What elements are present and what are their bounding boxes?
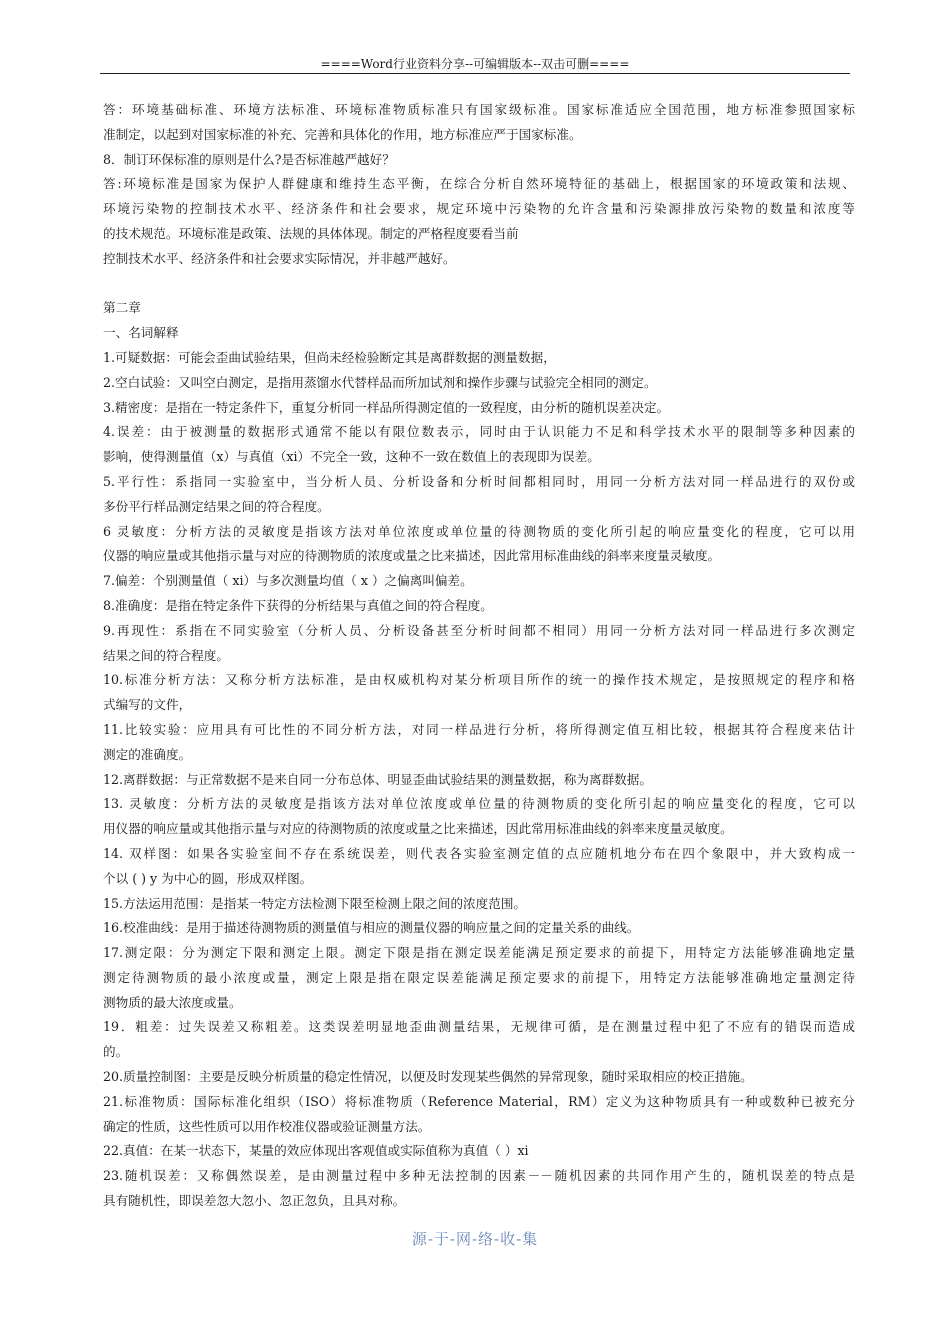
text-line: 13. 灵敏度：分析方法的灵敏度是指该方法对单位浓度或单位量的待测物质的变化所引起的响应量变化的程度，它可以	[103, 796, 855, 812]
text-line: 11.比较实验：应用具有可比性的不同分析方法，对同一样品进行分析，将所得测定值互相比较，根据其符合程度来估计	[103, 721, 855, 737]
text-line: 多份平行样品测定结果之间的符合程度。	[103, 498, 330, 514]
text-line: 9.再现性：系指在不同实验室（分析人员、分析设备甚至分析时间都不相同）用同一分析方法对同一样品进行多次测定	[103, 622, 855, 638]
text-line: 控制技术水平、经济条件和社会要求实际情况，并非越严越好。	[103, 250, 456, 266]
header-divider	[100, 73, 850, 74]
text-line: 准制定，以起到对国家标准的补充、完善和具体化的作用，地方标准应严于国家标准。	[103, 126, 582, 142]
text-line: 的。	[103, 1044, 129, 1060]
text-line: 7.偏差：个别测量值（ xi）与多次测量均值（ x ）之偏离叫偏差。	[103, 573, 473, 589]
text-line: 6 灵敏度：分析方法的灵敏度是指该方法对单位浓度或单位量的待测物质的变化所引起的响应量变化的程度，它可以用	[103, 523, 855, 539]
text-line: 1.可疑数据：可能会歪曲试验结果，但尚未经检验断定其是离群数据的测量数据，	[103, 349, 556, 365]
text-line: 的技术规范。环境标准是政策、法规的具体体现。制定的严格程度要看当前	[103, 225, 519, 241]
text-line: 第二章	[103, 300, 141, 316]
text-line: 5.平行性：系指同一实验室中，当分析人员、分析设备和分析时间都相同时，用同一分析方法对同一样品进行的双份或	[103, 473, 855, 489]
text-line: 测物质的最大浓度或量。	[103, 994, 242, 1010]
page-header: ====Word行业资料分享--可编辑版本--双击可删====	[320, 57, 630, 71]
text-line: 测定待测物质的最小浓度或量，测定上限是指在限定误差能满足预定要求的前提下，用特定方法能够准确地定量测定待	[103, 969, 855, 985]
text-line: 影响，使得测量值（x）与真值（xi）不完全一致，这种不一致在数值上的表现即为误差。	[103, 449, 600, 465]
text-line: 一、名词解释	[103, 325, 179, 341]
text-line: 17.测定限：分为测定下限和测定上限。测定下限是指在测定误差能满足预定要求的前提下，用特定方法能够准确地定量	[103, 945, 855, 961]
text-line: 8.准确度：是指在特定条件下获得的分析结果与真值之间的符合程度。	[103, 597, 493, 613]
text-line: 个以 ( ) y 为中心的圆，形成双样图。	[103, 870, 313, 886]
text-line: 20.质量控制图：主要是反映分析质量的稳定性情况，以便及时发现某些偶然的异常现象，随时采取相应的校正措施。	[103, 1069, 753, 1085]
text-line: 15.方法运用范围：是指某一特定方法检测下限至检测上限之间的浓度范围。	[103, 895, 527, 911]
text-line: 用仪器的响应量或其他指示量与对应的待测物质的浓度或量之比来描述，因此常用标准曲线的斜率来度量灵敏度。	[103, 821, 733, 837]
text-line: 21.标准物质：国际标准化组织（ISO）将标准物质（Reference Material，RM）定义为这种物质具有一种或数种已被充分	[103, 1093, 855, 1109]
text-line: 测定的准确度。	[103, 746, 192, 762]
text-line: 确定的性质，这些性质可以用作校准仪器或验证测量方法。	[103, 1118, 431, 1134]
text-line: 14. 双样图：如果各实验室间不存在系统误差，则代表各实验室测定值的点应随机地分布在四个象限中，并大致构成一	[103, 845, 855, 861]
document-body	[103, 98, 855, 1214]
text-line: 12.离群数据：与正常数据不是来自同一分布总体、明显歪曲试验结果的测量数据，称为离群数据。	[103, 771, 652, 787]
text-line: 2.空白试验：又叫空白测定，是指用蒸馏水代替样品而所加试剂和操作步骤与试验完全相同的测定。	[103, 374, 657, 390]
text-line: 23.随机误差：又称偶然误差，是由测量过程中多种无法控制的因素－－随机因素的共同作用产生的，随机误差的特点是	[103, 1168, 855, 1184]
text-line: 答:环境标准是国家为保护人群健康和维持生态平衡，在综合分析自然环境特征的基础上，根据国家的环境政策和法规、	[103, 176, 855, 192]
text-line: 8．制订环保标准的原则是什么?是否标准越严越好？	[103, 151, 395, 167]
text-line: 10.标准分析方法：又称分析方法标准，是由权威机构对某分析项目所作的统一的操作技术规定，是按照规定的程序和格	[103, 672, 855, 688]
text-line: 4.误差：由于被测量的数据形式通常不能以有限位数表示，同时由于认识能力不足和科学技术水平的限制等多种因素的	[103, 424, 855, 440]
text-line: 16.校准曲线：是用于描述待测物质的测量值与相应的测量仪器的响应量之间的定量关系的曲线。	[103, 920, 640, 936]
text-line: 环境污染物的控制技术水平、经济条件和社会要求，规定环境中污染物的允许含量和污染源排放污染物的数量和浓度等	[103, 201, 855, 217]
text-line: 仪器的响应量或其他指示量与对应的待测物质的浓度或量之比来描述，因此常用标准曲线的斜率来度量灵敏度。	[103, 548, 721, 564]
text-line: 3.精密度：是指在一特定条件下，重复分析同一样品所得测定值的一致程度，由分析的随机误差决定。	[103, 399, 670, 415]
blank-line	[103, 272, 855, 297]
text-line: 具有随机性，即误差忽大忽小、忽正忽负，且具对称。	[103, 1193, 406, 1209]
text-line: 结果之间的符合程度。	[103, 647, 229, 663]
text-line: 22.真值：在某一状态下，某量的效应体现出客观值或实际值称为真值（ ）xi	[103, 1143, 529, 1159]
text-line: 答：环境基础标准、环境方法标准、环境标准物质标准只有国家级标准。国家标准适应全国范围，地方标准参照国家标	[103, 102, 855, 117]
text-line: 19．粗差：过失误差又称粗差。这类误差明显地歪曲测量结果，无规律可循，是在测量过程中犯了不应有的错误而造成	[103, 1019, 855, 1035]
page-footer: 源-于-网-络-收-集	[411, 1230, 539, 1248]
text-line: 式编写的文件，	[103, 697, 192, 713]
